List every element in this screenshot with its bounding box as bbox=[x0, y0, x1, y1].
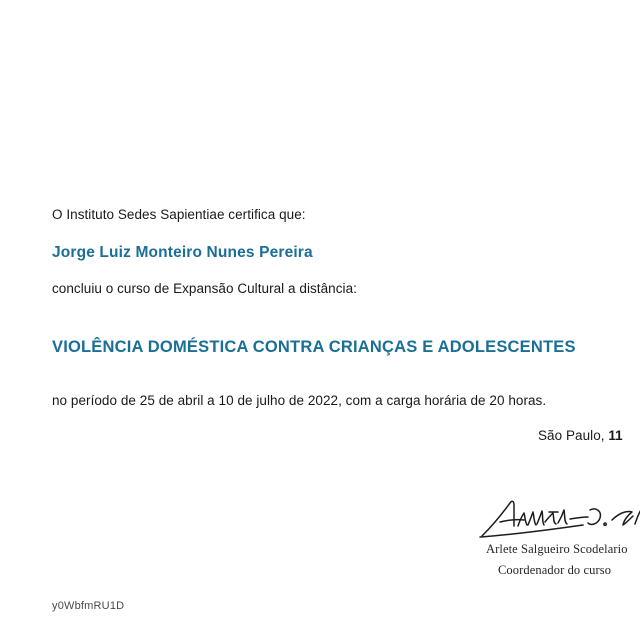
course-period-line: no período de 25 de abril a 10 de julho de 2022, com a carga horária de 20 horas. bbox=[52, 393, 547, 408]
place-label: São Paulo, bbox=[538, 428, 609, 443]
course-title: VIOLÊNCIA DOMÉSTICA CONTRA CRIANÇAS E ADOLESCENTES bbox=[52, 338, 576, 356]
signer-role: Coordenador do curso bbox=[498, 563, 612, 577]
date-number: 11 bbox=[608, 428, 623, 443]
place-and-date bbox=[538, 428, 623, 443]
document-code: y0WbfmRU1D bbox=[52, 600, 125, 612]
signature-block bbox=[470, 496, 640, 578]
certificate-intro-line: O Instituto Sedes Sapientiae certifica que: bbox=[52, 207, 306, 222]
recipient-name: Jorge Luiz Monteiro Nunes Pereira bbox=[52, 244, 313, 261]
course-lead-line: concluiu o curso de Expansão Cultural a distância: bbox=[52, 281, 357, 296]
signer-name: Arlete Salgueiro Scodelario bbox=[486, 542, 628, 556]
certificate-body bbox=[52, 205, 640, 411]
handwritten-signature-icon bbox=[478, 496, 640, 540]
